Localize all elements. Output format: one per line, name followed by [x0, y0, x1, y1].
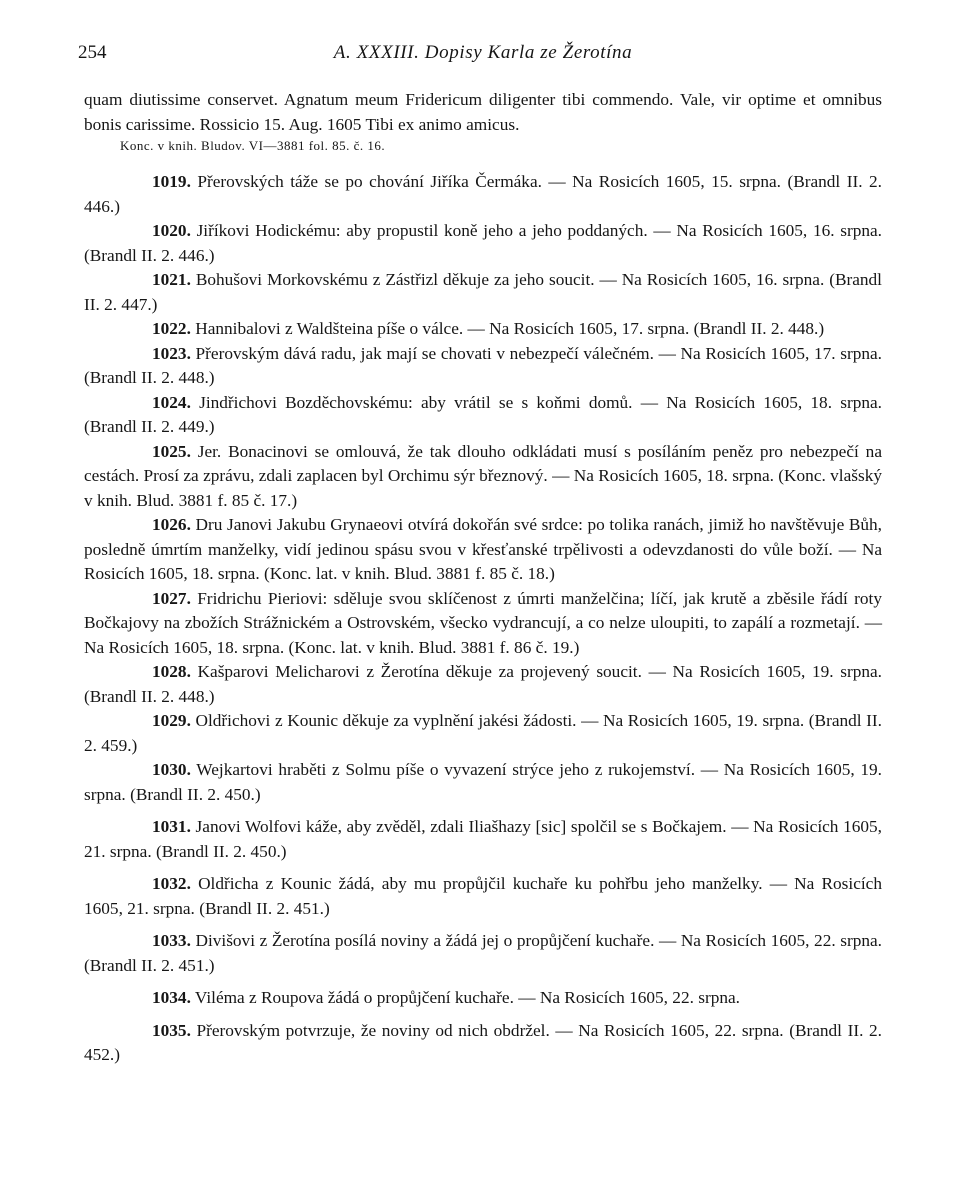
entry-number: 1021. — [152, 270, 191, 289]
entry-text: Wejkartovi hraběti z Solmu píše o vyvazení strýce jeho z rukojemství. — Na Rosicích 1605, 19. srpna. (Brandl II. 2. 450.) — [84, 760, 882, 804]
running-header — [78, 36, 882, 66]
register-entry — [84, 170, 882, 219]
register-entry — [84, 815, 882, 864]
entry-number: 1035. — [152, 1020, 191, 1040]
entry-text: Jer. Bonacinovi se omlouvá, že tak dlouho odkládati musí s posíláním peněz pro nebezpečí na cestách. Prosí za zprávu, zdali zaplacen byl Orchimu sýr březnový. — Na Rosicích 1605, 18. srpna. (Konc. vlašský v knih. Blud. 3881 f. 85 č. 17.) — [84, 441, 882, 510]
entry-text: Hannibalovi z Waldšteina píše o válce. — Na Rosicích 1605, 17. srpna. (Brandl II. 2. 448.) — [190, 319, 825, 338]
entry-text: Bohušovi Morkovskému z Zástřizl děkuje za jeho soucit. — Na Rosicích 1605, 16. srpna. (Brandl II. 2. 447.) — [84, 270, 882, 314]
entry-text: Přerovských táže se po chování Jiříka Čermáka. — Na Rosicích 1605, 15. srpna. (Brandl II. 2. 446.) — [84, 172, 882, 216]
register-entry — [84, 1019, 882, 1068]
entry-number: 1027. — [152, 588, 191, 608]
entry-text: Přerovským dává radu, jak mají se chovati v nebezpečí válečném. — Na Rosicích 1605, 17. srpna. (Brandl II. 2. 448.) — [84, 343, 882, 387]
entry-text: Divišovi z Žerotína posílá noviny a žádá jej o propůjčení kuchaře. — Na Rosicích 1605, 22. srpna. (Brandl II. 2. 451.) — [84, 931, 882, 975]
entry-text: Fridrichu Pieriovi: sděluje svou sklíčenost z úmrti manželčina; líčí, jak krutě a zběsile řádí roty Bočkajovy na zbožích Strážnickém a Ostrovském, všecko vydrancují, a co nelze uloupiti, to zapálí a rozmetají. — Na Rosicích 1605, 18. srpna. (Konc. lat. v knih. Blud. 3881 f. 86 č. 19.) — [84, 588, 882, 657]
running-title: A. XXXIII. Dopisy Karla ze Žerotína — [333, 42, 633, 63]
entry-text: Janovi Wolfovi káže, aby zvěděl, zdali Iliašhazy [sic] spolčil se s Bočkajem. — Na Rosicích 1605, 21. srpna. (Brandl II. 2. 450.) — [84, 817, 882, 861]
entry-text: Viléma z Roupova žádá o propůjčení kuchaře. — Na Rosicích 1605, 22. srpna. — [190, 988, 740, 1007]
entry-number: 1034. — [152, 988, 191, 1007]
entry-text: Přerovským potvrzuje, že noviny od nich obdržel. — Na Rosicích 1605, 22. srpna. (Brandl II. 2. 452.) — [84, 1020, 882, 1064]
entry-number: 1028. — [152, 662, 191, 681]
entry-number: 1029. — [152, 711, 191, 730]
entry-text: Dru Janovi Jakubu Grynaeovi otvírá dokořán své srdce: po tolika ranách, jimiž ho navštěvuje Bůh, posledně úmrtím manželky, vidí jedinou spásu svou v křesťanské trpělivosti a odevzdanosti do vůle boží. — Na Rosicích 1605, 18. srpna. (Konc. lat. v knih. Blud. 3881 f. 85 č. 18.) — [84, 515, 882, 583]
entry-text: Kašparovi Melicharovi z Žerotína děkuje za projevený soucit. — Na Rosicích 1605, 19. srpna. (Brandl II. 2. 448.) — [84, 662, 882, 706]
register-entry — [84, 513, 882, 587]
register-entry — [84, 317, 882, 342]
register-entry — [84, 268, 882, 317]
letter-ending-text: quam diutissime conservet. Agnatum meum Fridericum diligenter tibi commendo. Vale, vir optime et omnibus bonis carissime. Rossicio 15. Aug. 1605 Tibi ex animo amicus. — [84, 90, 882, 134]
entry-number: 1019. — [152, 172, 191, 191]
register-entry — [84, 872, 882, 921]
register-entry — [84, 758, 882, 807]
entry-number: 1026. — [152, 515, 191, 534]
register-entry — [84, 986, 882, 1011]
entry-number: 1030. — [152, 760, 191, 779]
register-entry — [84, 342, 882, 391]
entry-number: 1025. — [152, 441, 191, 461]
register-entry — [84, 709, 882, 758]
register-entry — [84, 660, 882, 709]
page-number: 254 — [78, 42, 107, 63]
register-entry — [84, 929, 882, 978]
entry-number: 1020. — [152, 221, 191, 240]
register-entry — [84, 391, 882, 440]
entry-number: 1031. — [152, 817, 191, 836]
register-entry — [84, 219, 882, 268]
document-body — [84, 88, 882, 1068]
entry-number: 1033. — [152, 931, 191, 950]
document-page — [78, 36, 882, 1068]
register-entry — [84, 440, 882, 514]
entry-text: Oldřichovi z Kounic děkuje za vyplnění jakési žádosti. — Na Rosicích 1605, 19. srpna. (Brandl II. 2. 459.) — [84, 711, 882, 755]
entry-number: 1022. — [152, 319, 191, 338]
register-entry — [84, 587, 882, 661]
entry-text: Jindřichovi Bozděchovskému: aby vrátil se s koňmi domů. — Na Rosicích 1605, 18. srpna. (Brandl II. 2. 449.) — [84, 392, 882, 436]
source-note: Konc. v knih. Bludov. VI—3881 fol. 85. č. 16. — [120, 138, 386, 153]
register-entries — [84, 170, 882, 1068]
entry-number: 1024. — [152, 392, 191, 412]
entry-text: Oldřicha z Kounic žádá, aby mu propůjčil kuchaře ku pohřbu jeho manželky. — Na Rosicích 1605, 21. srpna. (Brandl II. 2. 451.) — [84, 874, 882, 918]
entry-number: 1023. — [152, 343, 191, 363]
entry-number: 1032. — [152, 874, 191, 893]
letter-ending — [84, 88, 882, 155]
entry-text: Jiříkovi Hodickému: aby propustil koně jeho a jeho poddaných. — Na Rosicích 1605, 16. srpna. (Brandl II. 2. 446.) — [84, 221, 882, 265]
